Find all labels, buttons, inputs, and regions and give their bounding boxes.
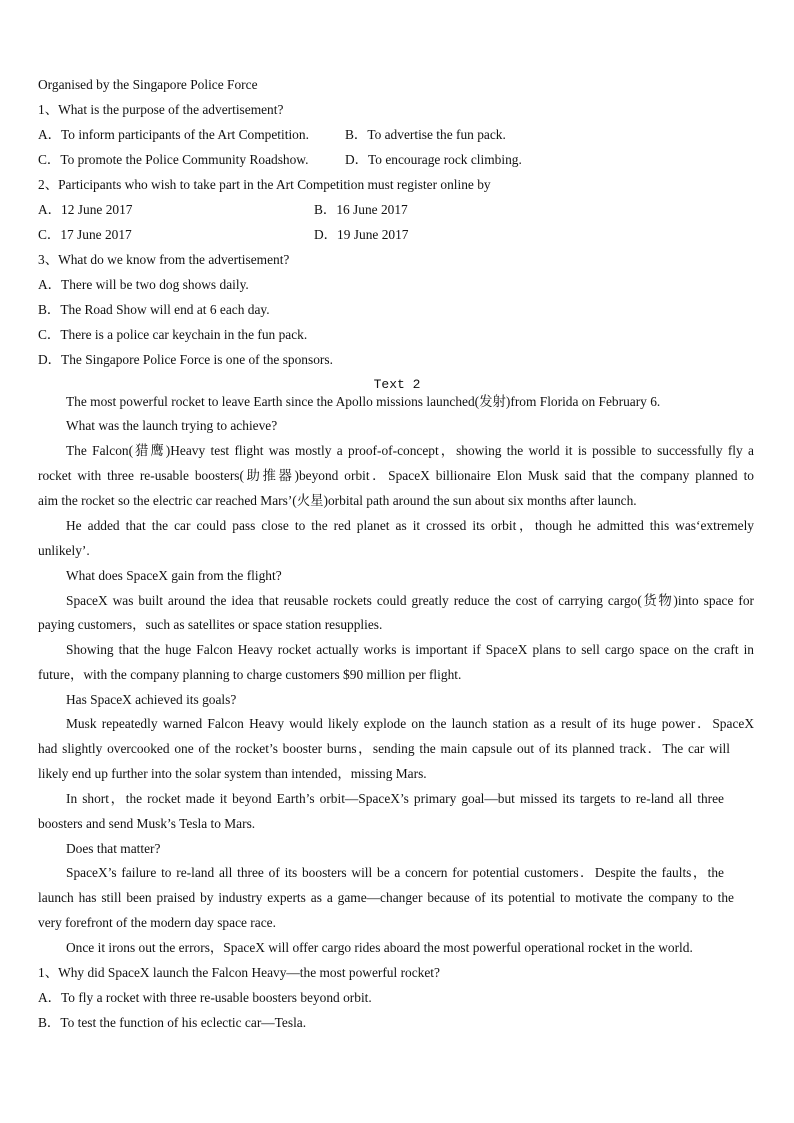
option-a: A．There will be two dog shows daily. <box>38 277 249 292</box>
passage-line: Showing that the huge Falcon Heavy rocket actually works is important if SpaceX plans to sell cargo space on the craft in <box>66 642 754 657</box>
question-3: 3、What do we know from the advertisement? <box>38 252 290 267</box>
passage-line: boosters and send Musk’s Tesla to Mars. <box>38 816 256 831</box>
question-2: 2、Participants who wish to take part in the Art Competition must register online by <box>38 177 491 192</box>
passage-line: SpaceX was built around the idea that reusable rockets could greatly reduce the cost of carrying cargo(货物)into space for <box>66 593 754 608</box>
option-b: B．To test the function of his eclectic car—Tesla. <box>38 1015 307 1030</box>
passage-line: Musk repeatedly warned Falcon Heavy would likely explode on the launch station as a result of its huge power．SpaceX <box>66 716 754 731</box>
passage-line: likely end up further into the solar system than intended，missing Mars. <box>38 766 427 781</box>
question-1: 1、Why did SpaceX launch the Falcon Heavy—the most powerful rocket? <box>38 965 440 980</box>
option-a: A．To inform participants of the Art Competition. <box>38 127 309 142</box>
options-row <box>38 127 738 143</box>
passage-line: In short，the rocket made it beyond Earth’s orbit—SpaceX’s primary goal—but missed its targets to re-land all three <box>66 791 724 806</box>
option-c: C．To promote the Police Community Roadshow. <box>38 152 309 167</box>
passage-line: He added that the car could pass close to the red planet as it crossed its orbit，though he admitted this was‘extremely <box>66 518 754 533</box>
option-a: A．12 June 2017 <box>38 202 133 217</box>
options-row <box>38 152 738 168</box>
options-row <box>38 202 738 218</box>
passage-heading: Has SpaceX achieved its goals? <box>66 692 237 707</box>
passage-line: future，with the company planning to charge customers $90 million per flight. <box>38 667 462 682</box>
option-b: B．To advertise the fun pack. <box>345 127 506 142</box>
passage-line: rocket with three re-usable boosters(助推器)beyond orbit．SpaceX billionaire Elon Musk said that the company planned to <box>38 468 754 483</box>
question-1: 1、What is the purpose of the advertisement? <box>38 102 284 117</box>
option-c: C．There is a police car keychain in the fun pack. <box>38 327 308 342</box>
passage-heading: What was the launch trying to achieve? <box>66 418 278 433</box>
passage-line: The most powerful rocket to leave Earth since the Apollo missions launched(发射)from Florida on February 6. <box>66 394 661 409</box>
passage-line: Once it irons out the errors，SpaceX will offer cargo rides aboard the most powerful operational rocket in the world. <box>66 940 693 955</box>
passage-line: unlikely’. <box>38 543 90 558</box>
option-c: C．17 June 2017 <box>38 227 132 242</box>
option-b: B．The Road Show will end at 6 each day. <box>38 302 270 317</box>
section-title: Text 2 <box>373 377 421 392</box>
passage-heading: What does SpaceX gain from the flight? <box>66 568 282 583</box>
option-b: B．16 June 2017 <box>314 202 408 217</box>
passage-line: paying customers，such as satellites or space station resupplies. <box>38 617 383 632</box>
option-a: A．To fly a rocket with three re-usable boosters beyond orbit. <box>38 990 372 1005</box>
option-d: D．19 June 2017 <box>314 227 409 242</box>
intro-line: Organised by the Singapore Police Force <box>38 77 258 92</box>
passage-line: aim the rocket so the electric car reached Mars’(火星)orbital path around the sun about six months after launch. <box>38 493 637 508</box>
passage-line: The Falcon(猎鹰)Heavy test flight was mostly a proof-of-concept，showing the world it is possible to successfully fly a <box>66 443 754 458</box>
passage-line: SpaceX’s failure to re-land all three of its boosters will be a concern for potential customers．Despite the faults，the <box>66 865 724 880</box>
passage-heading: Does that matter? <box>66 841 161 856</box>
option-d: D．The Singapore Police Force is one of the sponsors. <box>38 352 333 367</box>
options-row <box>38 227 738 243</box>
option-d: D．To encourage rock climbing. <box>345 152 522 167</box>
passage-line: had slightly overcooked one of the rocket’s booster burns，sending the main capsule out of its planned track．The car will <box>38 741 730 756</box>
passage-line: very forefront of the modern day space race. <box>38 915 276 930</box>
passage-line: launch has still been praised by industry experts as a game—changer because of its potential to motivate the company to the <box>38 890 734 905</box>
